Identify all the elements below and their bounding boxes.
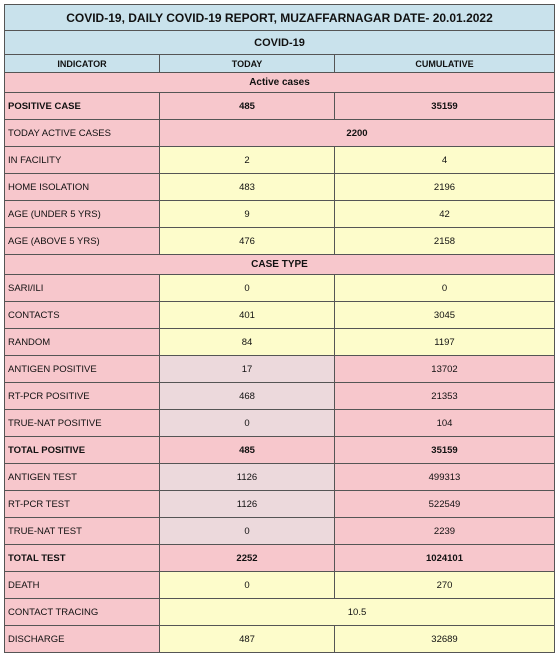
cumulative-value: 35159 [335,93,555,120]
table-row [5,329,555,356]
row-label: TRUE-NAT TEST [5,518,160,545]
merged-value: 2200 [160,120,555,147]
section-active-cases [5,73,555,93]
row-label: CONTACT TRACING [5,599,160,626]
section-title: Active cases [5,73,555,93]
row-label: AGE (ABOVE 5 YRS) [5,228,160,255]
row-label: RT-PCR TEST [5,491,160,518]
row-label: RT-PCR POSITIVE [5,383,160,410]
section-case-type [5,255,555,275]
header-indicator: INDICATOR [5,55,160,73]
report-subtitle-row [5,31,555,55]
today-value: 476 [160,228,335,255]
header-cumulative: CUMULATIVE [335,55,555,73]
row-label: RANDOM [5,329,160,356]
cumulative-value: 21353 [335,383,555,410]
row-label: ANTIGEN TEST [5,464,160,491]
today-value: 483 [160,174,335,201]
cumulative-value: 522549 [335,491,555,518]
covid-report-table [4,4,555,653]
row-label: ANTIGEN POSITIVE [5,356,160,383]
today-value: 17 [160,356,335,383]
table-row [5,383,555,410]
cumulative-value: 104 [335,410,555,437]
today-value: 1126 [160,491,335,518]
table-row [5,228,555,255]
row-label: IN FACILITY [5,147,160,174]
row-label: TOTAL TEST [5,545,160,572]
cumulative-value: 1024101 [335,545,555,572]
cumulative-value: 32689 [335,626,555,653]
today-value: 487 [160,626,335,653]
table-row [5,201,555,228]
today-value: 485 [160,437,335,464]
header-today: TODAY [160,55,335,73]
cumulative-value: 35159 [335,437,555,464]
today-value: 0 [160,572,335,599]
row-label: HOME ISOLATION [5,174,160,201]
cumulative-value: 2158 [335,228,555,255]
table-row [5,518,555,545]
table-row [5,356,555,383]
table-row [5,599,555,626]
merged-value: 10.5 [160,599,555,626]
today-value: 0 [160,275,335,302]
cumulative-value: 2239 [335,518,555,545]
row-label: TODAY ACTIVE CASES [5,120,160,147]
row-label: SARI/ILI [5,275,160,302]
row-label: DISCHARGE [5,626,160,653]
report-subtitle: COVID-19 [5,31,555,55]
today-value: 401 [160,302,335,329]
today-value: 1126 [160,464,335,491]
column-header-row [5,55,555,73]
row-label: CONTACTS [5,302,160,329]
cumulative-value: 13702 [335,356,555,383]
cumulative-value: 0 [335,275,555,302]
table-row [5,174,555,201]
table-row [5,147,555,174]
report-title-row [5,5,555,31]
table-row [5,410,555,437]
cumulative-value: 499313 [335,464,555,491]
table-row [5,302,555,329]
table-row [5,120,555,147]
row-label: DEATH [5,572,160,599]
report-container [4,4,554,653]
table-row [5,275,555,302]
table-row [5,626,555,653]
today-value: 84 [160,329,335,356]
report-title: COVID-19, DAILY COVID-19 REPORT, MUZAFFARNAGAR DATE- 20.01.2022 [5,5,555,31]
cumulative-value: 4 [335,147,555,174]
today-value: 2252 [160,545,335,572]
table-row [5,464,555,491]
today-value: 485 [160,93,335,120]
row-label: TRUE-NAT POSITIVE [5,410,160,437]
row-label: TOTAL POSITIVE [5,437,160,464]
row-label: AGE (UNDER 5 YRS) [5,201,160,228]
table-row [5,93,555,120]
cumulative-value: 1197 [335,329,555,356]
today-value: 0 [160,518,335,545]
cumulative-value: 42 [335,201,555,228]
today-value: 468 [160,383,335,410]
cumulative-value: 270 [335,572,555,599]
today-value: 2 [160,147,335,174]
table-row [5,572,555,599]
today-value: 9 [160,201,335,228]
row-label: POSITIVE CASE [5,93,160,120]
cumulative-value: 3045 [335,302,555,329]
table-row [5,545,555,572]
cumulative-value: 2196 [335,174,555,201]
section-title: CASE TYPE [5,255,555,275]
table-row [5,437,555,464]
table-row [5,491,555,518]
today-value: 0 [160,410,335,437]
